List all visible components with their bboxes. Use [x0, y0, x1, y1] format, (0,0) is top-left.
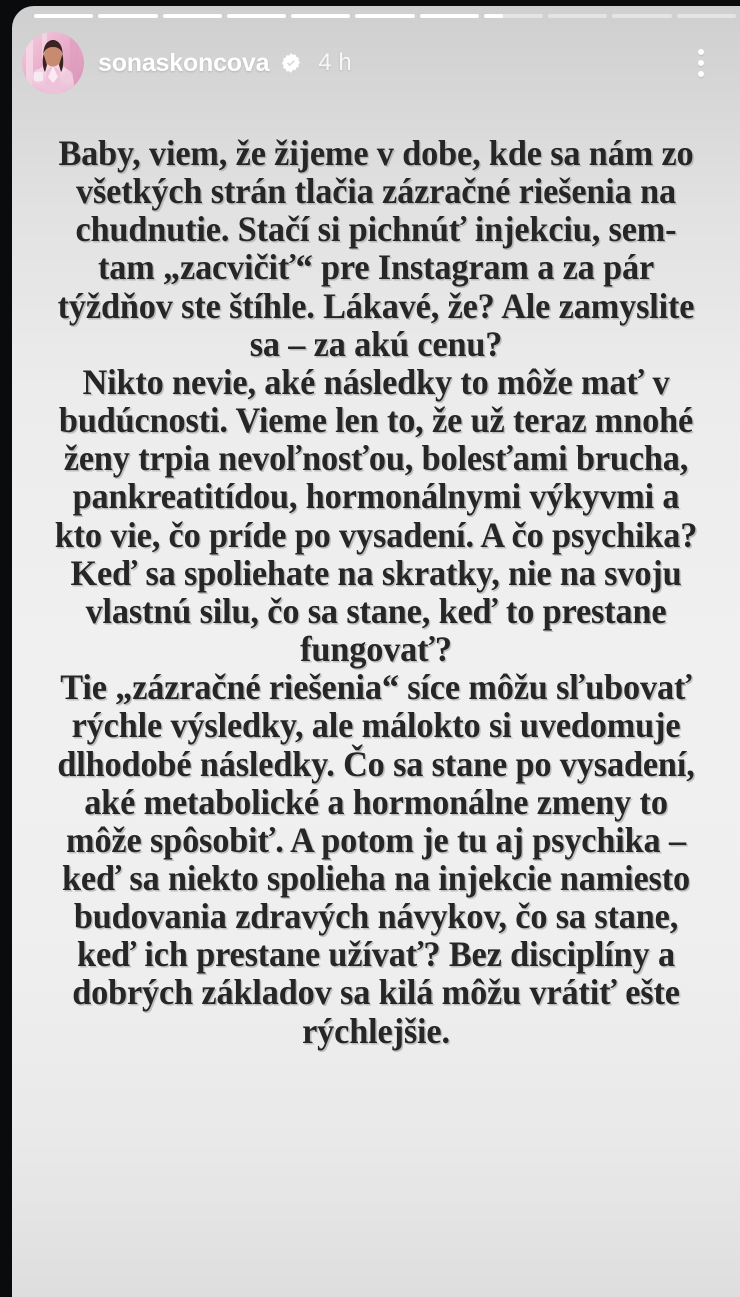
menu-dot [698, 60, 704, 66]
progress-segment-9[interactable] [612, 14, 671, 18]
verified-badge-icon [280, 52, 302, 74]
progress-segment-2[interactable] [163, 14, 222, 18]
progress-segment-fill [227, 14, 286, 18]
progress-segment-fill [163, 14, 222, 18]
username-block[interactable] [98, 49, 684, 78]
menu-dot [698, 71, 704, 77]
progress-segment-1[interactable] [98, 14, 157, 18]
menu-dot [698, 49, 704, 55]
avatar-image [22, 32, 84, 94]
progress-segment-fill [291, 14, 350, 18]
story-card[interactable] [12, 6, 740, 1297]
story-header [12, 28, 740, 98]
progress-segment-fill [484, 14, 503, 18]
story-paragraph-1: Nikto nevie, aké následky to môže mať v budúcnosti. Vieme len to, že už teraz mnohé ženy trpia nevoľnosťou, bolesťami brucha, pankreatitídou, hormonálnymi výkyvmi a kto vie, čo príde po vysadení. A čo psychika? Keď sa spoliehate na skratky, nie na svoju vlastnú silu, čo sa stane, keď to prestane fungovať? [54, 361, 698, 670]
progress-segment-10[interactable] [677, 14, 736, 18]
progress-segment-fill [420, 14, 479, 18]
viewer-left-gutter [0, 0, 12, 1297]
timestamp-label: 4 h [318, 49, 352, 76]
story-text-body [25, 134, 728, 1050]
progress-segment-6[interactable] [420, 14, 479, 18]
progress-segment-8[interactable] [548, 14, 607, 18]
progress-segment-0[interactable] [34, 14, 93, 18]
story-progress-bars [34, 14, 736, 19]
progress-segment-4[interactable] [291, 14, 350, 18]
progress-segment-3[interactable] [227, 14, 286, 18]
progress-segment-fill [98, 14, 157, 18]
progress-segment-7[interactable] [484, 14, 543, 18]
progress-segment-fill [355, 14, 414, 18]
username-label[interactable]: sonaskoncova [98, 48, 270, 77]
story-paragraph-2: Tie „zázračné riešenia“ síce môžu sľubovať rýchle výsledky, ale málokto si uvedomuje dlhodobé následky. Čo sa stane po vysadení, aké metabolické a hormonálne zmeny to môže spôsobiť. A potom je tu aj psychika – keď sa niekto spolieha na injekcie namiesto budovania zdravých návykov, čo sa stane, keď ich prestane užívať? Bez disciplíny a dobrých základov sa kilá môžu vrátiť ešte rýchlejšie. [57, 667, 695, 1051]
more-options-icon[interactable] [684, 41, 718, 85]
story-paragraph-0: Baby, viem, že žijeme v dobe, kde sa nám zo všetkých strán tlačia zázračné riešenia na chudnutie. Stačí si pichnúť injekciu, sem-tam „zacvičiť“ pre Instagram a za pár týždňov ste štíhle. Lákavé, že? Ale zamyslite sa – za akú cenu? [57, 133, 695, 364]
progress-segment-fill [34, 14, 93, 18]
avatar[interactable] [22, 32, 84, 94]
progress-segment-5[interactable] [355, 14, 414, 18]
